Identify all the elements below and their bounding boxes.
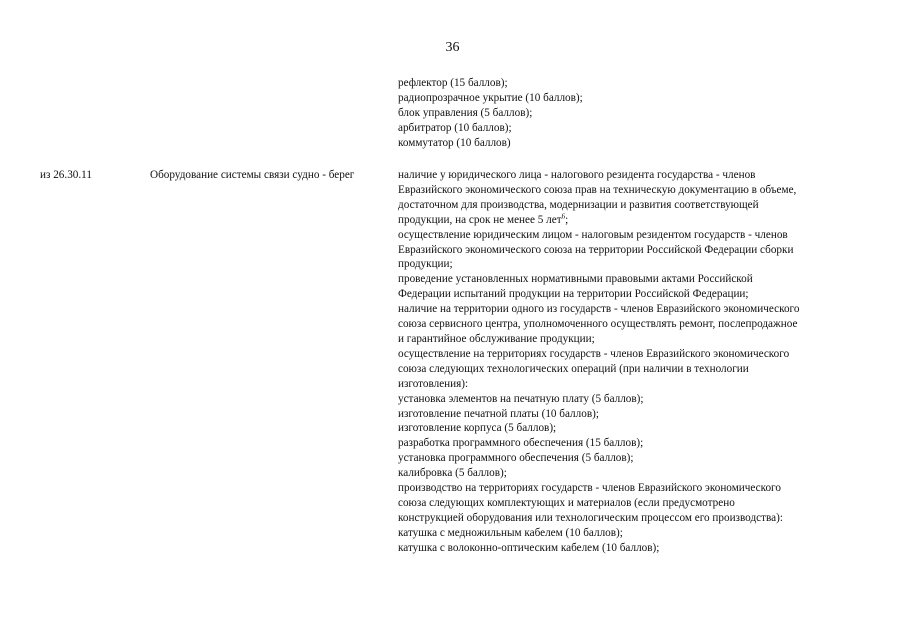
list-item: арбитратор (10 баллов); (398, 121, 512, 134)
text-line: наличие у юридического лица - налогового резидента государства - членов (398, 169, 756, 181)
text-line: Федерации испытаний продукции на территории Российской Федерации; (398, 288, 749, 301)
text-line: продукции; (398, 258, 453, 271)
text-fragment: ; (565, 213, 569, 226)
list-item: радиопрозрачное укрытие (10 баллов); (398, 91, 583, 104)
text-line: Евразийского экономического союза на территории Российской Федерации сборки (398, 243, 794, 256)
text-fragment: продукции, на срок не менее 5 лет (398, 213, 562, 226)
list-item: коммутатор (10 баллов) (398, 136, 511, 149)
text-line: катушка с медножильным кабелем (10 баллов); (398, 526, 623, 539)
text-line: производство на территориях государств - членов Евразийского экономического (398, 482, 781, 495)
list-item: блок управления (5 баллов); (398, 106, 533, 119)
footnote-mark: 6 (561, 211, 566, 220)
list-item: рефлектор (15 баллов); (398, 77, 508, 89)
text-line: союза сервисного центра, уполномоченного осуществлять ремонт, послепродажное (398, 318, 798, 331)
text-line: проведение установленных нормативными правовыми актами Российской (398, 273, 753, 286)
text-line: наличие на территории одного из государств - членов Евразийского экономического (398, 303, 800, 316)
text-line: Евразийского экономического союза прав на техническую документацию в объеме, (398, 183, 797, 196)
page-number: 36 (445, 40, 460, 55)
text-line: установка элементов на печатную плату (5 баллов); (398, 392, 644, 405)
product-name: Оборудование системы связи судно - берег (150, 169, 355, 181)
text-line: и гарантийное обслуживание продукции; (398, 332, 595, 345)
text-line: конструкцией оборудования или технологическим процессом его производства): (398, 511, 783, 524)
text-line-with-footnote (398, 213, 799, 228)
continued-list (398, 76, 583, 151)
text-line: изготовление корпуса (5 баллов); (398, 422, 557, 435)
text-line: изготовления): (398, 377, 469, 390)
text-line: установка программного обеспечения (5 баллов); (398, 452, 634, 465)
text-line: изготовление печатной платы (10 баллов); (398, 407, 599, 420)
text-line: осуществление юридическим лицом - налоговым резидентом государств - членов (398, 228, 788, 241)
text-line: осуществление на территориях государств - членов Евразийского экономического (398, 347, 790, 360)
product-code: из 26.30.11 (40, 169, 92, 181)
text-line: разработка программного обеспечения (15 баллов); (398, 437, 644, 450)
requirements-text (398, 168, 799, 556)
text-line: достаточном для производства, модернизации и развития соответствующей (398, 198, 759, 211)
text-line: калибровка (5 баллов); (398, 467, 507, 480)
text-line: союза следующих технологических операций (при наличии в технологии (398, 362, 749, 375)
text-line: катушка с волоконно-оптическим кабелем (10 баллов); (398, 541, 660, 554)
text-line: союза следующих комплектующих и материалов (если предусмотрено (398, 496, 735, 509)
